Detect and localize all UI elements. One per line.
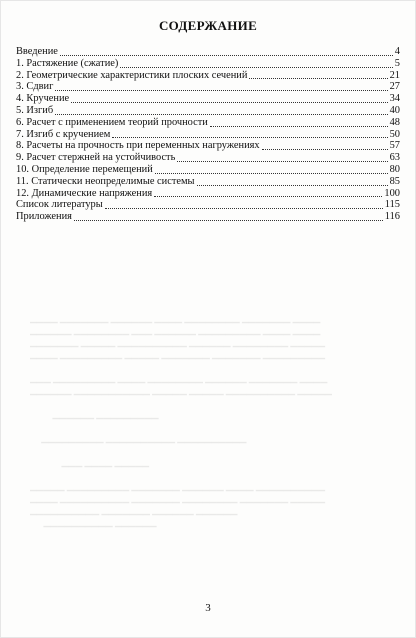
toc-dot-leader [55,114,388,115]
toc-dot-leader [210,126,388,127]
toc-entry [16,211,400,223]
toc-entry-page: 27 [389,81,400,93]
toc-dot-leader [262,149,388,150]
toc-dot-leader [177,161,387,162]
toc-dot-leader [155,173,388,174]
toc-entry-page: 85 [389,175,400,187]
toc-dot-leader [249,78,387,79]
toc-dot-leader [74,220,383,221]
page-title: СОДЕРЖАНИЕ [158,18,258,33]
toc-entry-title: 1. Растяжение (сжатие) [16,57,119,69]
bleed-through-texture: ▁▁▁▁ ▁▁▁▁▁▁▁ ▁▁▁▁▁▁ ▁▁▁▁ ▁▁▁▁▁▁▁▁ ▁▁▁▁▁▁▁ ▁▁▁▁ ▁▁▁▁▁▁ ▁▁▁▁▁▁▁▁ ▁▁▁ ▁▁▁▁▁▁ ▁▁▁▁▁▁▁▁▁ ▁▁▁▁ ▁▁▁▁ ▁▁▁▁▁▁▁ ▁▁▁▁▁ ▁▁▁▁▁▁▁▁▁▁ ▁▁▁▁▁▁ ▁▁▁▁▁▁▁▁ ▁▁▁▁▁ ▁▁▁▁ ▁▁▁▁▁▁▁▁▁ ▁▁▁▁▁ ▁▁▁▁▁▁▁ ▁▁▁▁▁▁▁ ▁▁▁▁▁▁▁▁▁ ▁▁▁ ▁▁▁▁▁▁▁▁▁ ▁▁▁▁ ▁▁▁▁▁▁▁▁ ▁▁▁▁▁▁ ▁▁▁▁▁▁▁ ▁▁▁▁ ▁▁▁▁▁▁ ▁▁▁▁▁▁▁▁▁▁▁ ▁▁▁▁▁ ▁▁▁▁▁ ▁▁▁▁▁▁▁▁▁▁ ▁▁▁▁▁ ▁▁▁▁▁▁ ▁▁▁▁▁▁▁▁▁ ▁▁▁▁▁▁▁▁▁ ▁▁▁▁▁▁▁▁▁▁ ▁▁▁▁▁▁▁▁▁▁ ▁▁▁ ▁▁▁▁ ▁▁▁▁▁ ▁▁▁▁▁ ▁▁▁▁▁▁▁▁▁ ▁▁▁▁▁▁▁ ▁▁▁▁▁▁ ▁▁▁▁ ▁▁▁▁▁▁▁▁▁▁ ▁▁▁▁ ▁▁▁▁▁▁▁▁▁▁ ▁▁▁▁▁▁▁ ▁▁▁▁▁▁▁▁ ▁▁▁▁▁▁▁ ▁▁▁▁▁ ▁▁▁▁▁▁▁▁▁▁ ▁▁▁▁▁▁▁ ▁▁▁▁▁▁ ▁▁▁▁▁▁ ▁▁▁▁▁▁▁▁▁▁ ▁▁▁▁▁▁ [30,313,332,527]
toc-entry-title: Введение [16,46,58,57]
toc-entry-page: 115 [384,199,400,211]
toc-entry-title: Список литературы [16,199,103,211]
toc-entry [16,46,400,58]
page-number: 3 [205,602,211,614]
toc-entry [16,117,400,129]
toc-entry-page: 40 [389,104,400,116]
toc-entry [16,105,400,117]
toc-entry-page: 4 [394,46,400,57]
toc-entry-title: 3. Сдвиг [16,81,54,93]
toc-dot-leader [55,90,387,91]
toc-dot-leader [71,102,387,103]
toc-entry [16,93,400,105]
toc-entry [16,199,400,211]
toc-entry [16,140,400,152]
toc-dot-leader [60,55,393,56]
toc-entry-title: 4. Кручение [16,93,70,105]
toc-entry [16,176,400,188]
toc-entry-page: 48 [389,116,400,128]
toc-entry-page: 116 [384,211,400,223]
toc-entry-title: 11. Статически неопределимые системы [16,175,195,187]
toc-entry-title: 10. Определение перемещений [16,163,153,175]
toc-entry-page: 5 [394,57,400,69]
toc-dot-leader [105,208,383,209]
toc-entry [16,81,400,93]
table-of-contents [16,46,400,223]
toc-entry [16,129,400,141]
toc-dot-leader [112,137,387,138]
toc-entry-page: 57 [389,140,400,152]
toc-entry-title: 8. Расчеты на прочность при переменных нагружениях [16,140,260,152]
toc-entry-page: 21 [389,69,400,81]
toc-entry-title: Приложения [16,211,72,223]
toc-entry-page: 63 [389,152,400,164]
toc-entry-title: 7. Изгиб с кручением [16,128,111,140]
toc-entry-page: 100 [384,187,400,199]
toc-entry-title: 9. Расчет стержней на устойчивость [16,152,176,164]
toc-entry-title: 2. Геометрические характеристики плоских сечений [16,69,248,81]
toc-entry-title: 6. Расчет с применением теорий прочности [16,116,208,128]
toc-entry [16,164,400,176]
toc-entry-page: 34 [389,93,400,105]
toc-entry-title: 12. Динамические напряжения [16,187,153,199]
toc-entry-title: 5. Изгиб [16,104,54,116]
toc-entry [16,152,400,164]
toc-entry-page: 80 [389,163,400,175]
toc-entry-page: 50 [389,128,400,140]
toc-dot-leader [154,196,382,197]
toc-entry [16,70,400,82]
toc-entry [16,188,400,200]
toc-entry [16,58,400,70]
toc-dot-leader [197,185,388,186]
toc-dot-leader [120,67,392,68]
